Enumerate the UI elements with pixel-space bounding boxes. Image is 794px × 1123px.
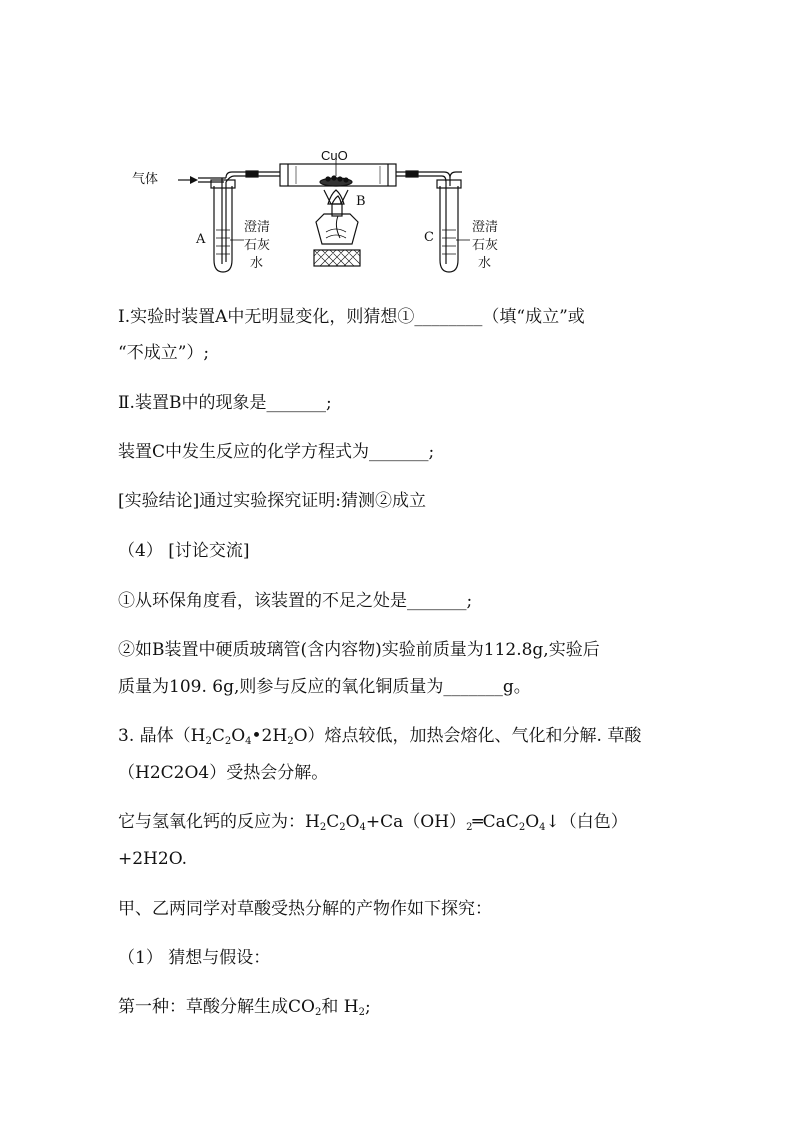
apparatus-drawing: [128, 142, 528, 282]
question-line-1: I.实验时装置A中无明显变化，则猜想①________（填“成立”或: [118, 307, 585, 327]
alcohol-lamp: [316, 190, 358, 244]
investigation-intro: 甲、乙两同学对草酸受热分解的产物作如下探究：: [118, 899, 492, 919]
problem-3-line-1: 3. 晶体$(H_2C_2O_4•2H_2O)$熔点较低，加热会熔化、气化和分解. 草酸: [118, 726, 642, 747]
question-line-3: Ⅱ.装置B中的现象是_______;: [118, 393, 332, 413]
conclusion-line: [实验结论]通过实验探究证明:猜测②成立: [118, 491, 426, 511]
limewater-left-2: 石灰: [244, 238, 271, 253]
question-line-4: 装置C中发生反应的化学方程式为_______;: [118, 442, 435, 462]
wire-gauze: [314, 250, 360, 266]
gas-label: 气体: [132, 172, 159, 187]
question-line-2: “不成立”）;: [118, 343, 210, 363]
limewater-left-3: 水: [250, 256, 264, 271]
limewater-right-3: 水: [478, 256, 492, 271]
question-line-9: 质量为109. 6g,则参与反应的氧化铜质量为_______g。: [118, 677, 531, 697]
test-tube-c: [437, 172, 462, 272]
limewater-left-1: 澄清: [244, 220, 271, 235]
label-b: B: [356, 194, 366, 209]
reaction-line-2: +2H2O.: [118, 849, 188, 869]
question-line-7: ①从环保角度看，该装置的不足之处是_______;: [118, 591, 473, 611]
apparatus-diagram: [128, 142, 528, 282]
hypothesis-heading: （1） 猜想与假设：: [118, 948, 271, 968]
hard-glass-tube-b: [280, 160, 396, 186]
label-c: C: [424, 230, 434, 245]
cuo-label: CuO: [321, 148, 348, 163]
limewater-right-2: 石灰: [472, 238, 499, 253]
label-a: A: [196, 232, 206, 247]
reaction-line: 它与氢氧化钙的反应为：$H_2C_2O_4+Ca(OH)_2═CaC_2O_4↓$（白色）: [118, 812, 628, 833]
test-tube-a: [211, 178, 235, 272]
problem-3-line-2: （H2C2O4）受热会分解。: [118, 763, 329, 783]
limewater-right-1: 澄清: [472, 220, 499, 235]
discussion-heading: （4） [讨论交流]: [118, 541, 250, 561]
hypothesis-1: 第一种：草酸分解生成$CO_2$和 $H_2$;: [118, 997, 371, 1018]
question-line-8: ②如B装置中硬质玻璃管(含内容物)实验前质量为112.8g,实验后: [118, 640, 600, 660]
